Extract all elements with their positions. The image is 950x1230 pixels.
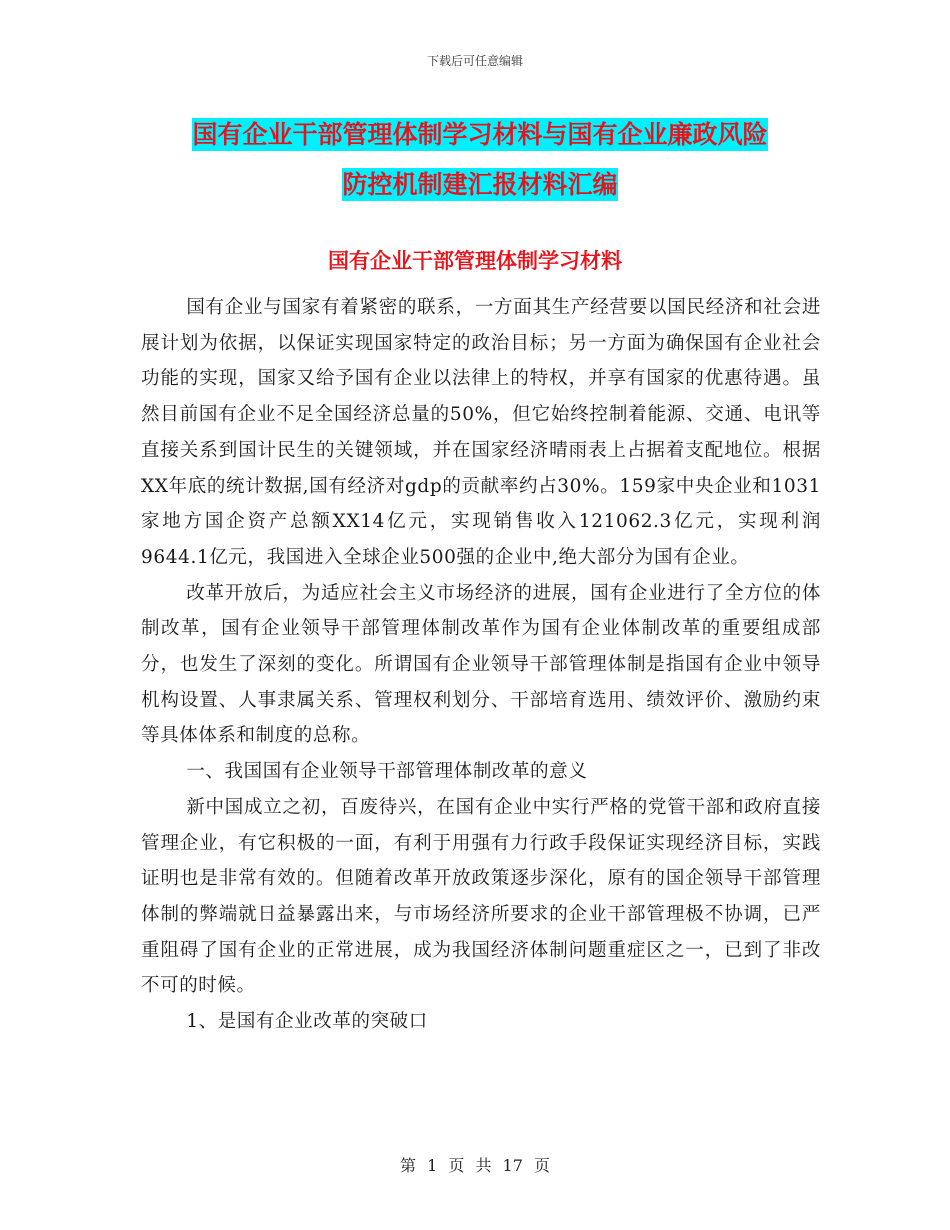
document-title	[140, 110, 820, 210]
body-text	[141, 290, 821, 1040]
paragraph-heading: 一、我国国有企业领导干部管理体制改革的意义	[186, 761, 588, 783]
header-note: 下载后可任意编辑	[426, 54, 523, 68]
page-number: 第 1 页 共 17 页	[400, 1156, 550, 1175]
paragraph-subheading: 1、是国有企业改革的突破口	[186, 1011, 428, 1033]
paragraph: 国有企业与国家有着紧密的联系，一方面其生产经营要以国民经济和社会进展计划为依据，以保证实现国家特定的政治目标；另一方面为确保国有企业社会功能的实现，国家又给予国有企业以法律上的特权，并享有国家的优惠待遇。虽然目前国有企业不足全国经济总量的50%，但它始终控制着能源、交通、电讯等直接关系到国计民生的关键领域，并在国家经济晴雨表上占据着支配地位。根据XX年底的统计数据,国有经济对gdp的贡献率约占30%。159家中央企业和1031家地方国企资产总额XX14亿元，实现销售收入121062.3亿元，实现利润9644.1亿元，我国进入全球企业500强的企业中,绝大部分为国有企业。	[141, 297, 821, 568]
document-title-line-1: 国有企业干部管理体制学习材料与国有企业廉政风险	[192, 120, 768, 149]
paragraph: 改革开放后，为适应社会主义市场经济的进展，国有企业进行了全方位的体制改革，国有企业领导干部管理体制改革作为国有企业体制改革的重要组成部分，也发生了深刻的变化。所谓国有企业领导干部管理体制是指国有企业中领导机构设置、人事隶属关系、管理权利划分、干部培育选用、绩效评价、激励约束等具体体系和制度的总称。	[141, 582, 821, 747]
paragraph: 新中国成立之初，百废待兴，在国有企业中实行严格的党管干部和政府直接管理企业，有它积极的一面，有利于用强有力行政手段保证实现经济目标，实践证明也是非常有效的。但随着改革开放政策逐步深化，原有的国企领导干部管理体制的弊端就日益暴露出来，与市场经济所要求的企业干部管理极不协调，已严重阻碍了国有企业的正常进展，成为我国经济体制问题重症区之一，已到了非改不可的时候。	[141, 796, 821, 997]
section-title: 国有企业干部管理体制学习材料	[328, 249, 622, 273]
document-title-line-2: 防控机制建汇报材料汇编	[342, 170, 618, 199]
